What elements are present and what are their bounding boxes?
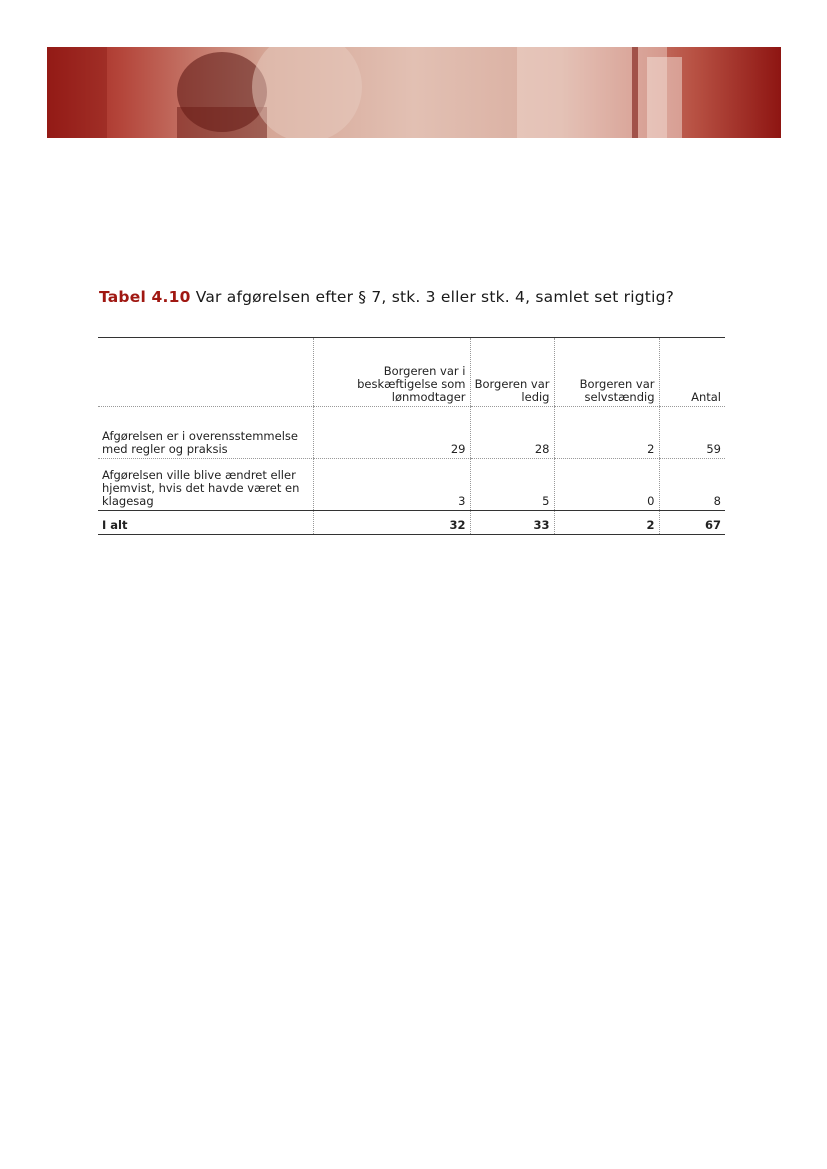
table-title — [99, 288, 739, 306]
total-cell: 67 — [659, 511, 725, 535]
total-cell: 33 — [470, 511, 554, 535]
table-cell: 3 — [313, 459, 470, 511]
banner-photo — [47, 47, 781, 138]
table-label: Tabel 4.10 — [99, 288, 191, 306]
header-cell-empty — [98, 338, 313, 407]
total-row — [98, 511, 725, 535]
header-cell-count: Antal — [659, 338, 725, 407]
total-label: I alt — [98, 511, 313, 535]
header-cell-employee: Borgeren var i beskæftigelse som lønmodtager — [313, 338, 470, 407]
row-label: Afgørelsen ville blive ændret eller hjemvist, hvis det havde været en klagesag — [98, 459, 313, 511]
table-cell: 5 — [470, 459, 554, 511]
table-cell: 59 — [659, 407, 725, 459]
header-cell-unemployed: Borgeren var ledig — [470, 338, 554, 407]
table-cell: 0 — [554, 459, 659, 511]
header-banner — [47, 47, 781, 138]
results-table — [98, 337, 725, 535]
total-cell: 32 — [313, 511, 470, 535]
table-cell: 28 — [470, 407, 554, 459]
table-cell: 29 — [313, 407, 470, 459]
header-cell-self-employed: Borgeren var selvstændig — [554, 338, 659, 407]
total-cell: 2 — [554, 511, 659, 535]
table-row — [98, 407, 725, 459]
table-caption: Var afgørelsen efter § 7, stk. 3 eller stk. 4, samlet set rigtig? — [195, 288, 675, 306]
table-cell: 2 — [554, 407, 659, 459]
table-row — [98, 459, 725, 511]
table-header-row — [98, 338, 725, 407]
row-label: Afgørelsen er i overensstemmelse med regler og praksis — [98, 407, 313, 459]
table-cell: 8 — [659, 459, 725, 511]
